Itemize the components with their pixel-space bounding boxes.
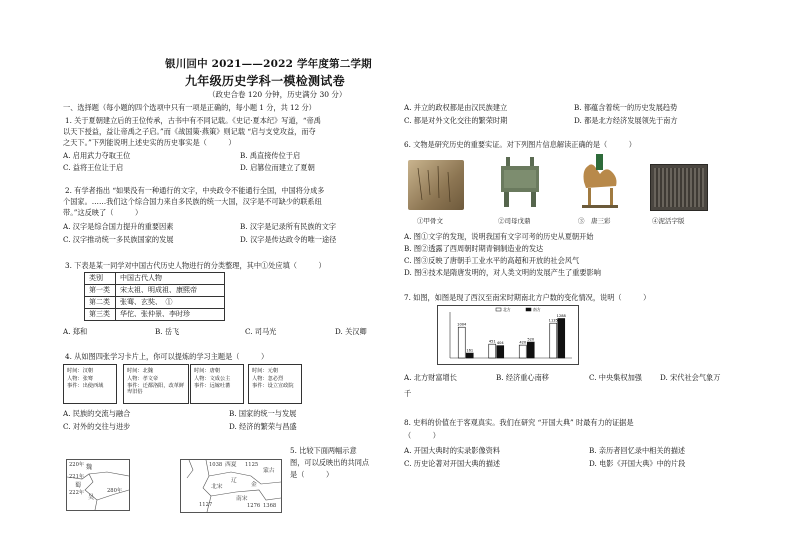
card-line: 事件：迁都洛阳，改革鲜卑旧俗 xyxy=(127,383,185,396)
table-cell: 张骞、玄奘、 ① xyxy=(116,297,225,309)
q4-option-b[interactable]: B. 国家的统一与发展 xyxy=(229,409,297,418)
bar-value-label: 520 xyxy=(527,337,535,342)
map-label: 1368 xyxy=(263,503,277,509)
photo-caption-4: ④泥活字版 xyxy=(652,217,685,225)
table-row xyxy=(85,273,225,285)
photo-caption-2: ②司母戊鼎 xyxy=(498,217,531,225)
map-label: 魏 xyxy=(86,464,93,471)
map-label: 221年 xyxy=(69,474,85,480)
q7-option-c[interactable]: C. 中央集权加强 xyxy=(589,373,642,382)
bar-north xyxy=(489,344,496,358)
q8-option-a[interactable]: A. 开国大典时的实录影像资料 xyxy=(404,446,501,455)
household-chart xyxy=(437,305,579,365)
q6-option-d[interactable]: D. 图④技术是隋唐发明的，对人类文明的发展产生了重要影响 xyxy=(404,268,601,277)
map-label: 蜀 xyxy=(75,482,82,489)
study-card-3 xyxy=(190,364,244,404)
q3-line: 3. 下表是某一同学对中国古代历史人物进行的分类整理，其中①处应填（ ） xyxy=(65,261,326,270)
bar-north xyxy=(519,345,526,358)
legend-label: 南方 xyxy=(533,307,541,312)
q5-line-1: 5. 比较下面两幅示意 xyxy=(290,446,357,455)
q5-option-b[interactable]: B. 都蕴含着统一的历史发展趋势 xyxy=(574,103,678,112)
q5-option-d[interactable]: D. 都是北方经济发展领先于南方 xyxy=(574,116,678,125)
household-bar-chart xyxy=(438,306,578,364)
q1-option-d[interactable]: D. 启篡位而建立了夏朝 xyxy=(240,163,315,172)
bar-south xyxy=(527,342,534,358)
bar-north xyxy=(458,327,465,358)
q6-option-c[interactable]: C. 图③反映了唐朝手工业水平的高超和开放的社会风气 xyxy=(404,256,580,265)
table-cell: 类别 xyxy=(85,273,116,285)
q1-line-1: 1. 关于夏朝建立后的王位传承，古书中有不同记载。《史记·夏本纪》写道，“帝禹 xyxy=(65,116,321,125)
bar-south xyxy=(558,319,565,358)
map-label: 金 xyxy=(251,482,257,488)
oracle-bone-marks xyxy=(408,160,464,210)
card-line: 事件：设立宣政院 xyxy=(252,383,294,390)
card-line: 时间：元朝 xyxy=(252,368,278,374)
map-label: 西夏 xyxy=(225,462,237,468)
table-row xyxy=(85,297,225,309)
q1-option-c[interactable]: C. 益将王位让于启 xyxy=(63,163,124,172)
legend-label: 北方 xyxy=(503,307,511,312)
q1-line-2: 以天下授益，益让帝禹之子启。”而《战国策·燕策》则记载 “启与支党攻益，而夺 xyxy=(63,127,316,136)
exam-school-title: 银川回中 2021——2022 学年度第二学期 xyxy=(165,58,372,70)
q8-line-1: 8. 史料的价值在于客观真实。我们在研究 “开国大典” 时最有力的证据是 xyxy=(404,418,634,427)
q4-option-d[interactable]: D. 经济的繁荣与昌盛 xyxy=(229,422,297,431)
q3-option-a[interactable]: A. 郑和 xyxy=(63,327,88,336)
table-cell: 第一类 xyxy=(85,285,116,297)
q5-line-2: 图，可以反映出的共同点 xyxy=(290,458,370,467)
table-row xyxy=(85,309,225,321)
map-label: 1038 xyxy=(209,462,223,468)
legend-swatch xyxy=(526,308,531,311)
bar-value-label: 420 xyxy=(519,340,527,345)
map-label: 1276 xyxy=(247,503,261,509)
q7-line: 7. 如图，如图是现了西汉至南宋时期南北方户数的变化情况，说明（ ） xyxy=(404,293,651,302)
map-label: 辽 xyxy=(231,478,237,484)
map-label: 蒙古 xyxy=(263,468,275,474)
card-line: 人物：孝文帝 xyxy=(127,375,159,382)
bar-value-label: 451 xyxy=(488,339,496,344)
bar-value-label: 1004 xyxy=(457,322,467,327)
q7-option-a[interactable]: A. 北方财富增长 xyxy=(404,373,457,382)
map-label: 1125 xyxy=(245,462,259,468)
table-row xyxy=(85,285,225,297)
q2-option-c[interactable]: C. 汉字推动统一多民族国家的发展 xyxy=(63,235,174,244)
q3-option-c[interactable]: C. 司马光 xyxy=(245,327,277,336)
clay-movable-type-photo xyxy=(650,164,708,211)
bar-value-label: 161 xyxy=(466,348,474,353)
q2-option-a[interactable]: A. 汉字是综合国力提升的重要因素 xyxy=(63,222,174,231)
card-line: 时间：唐朝 xyxy=(194,368,220,374)
q4-line: 4. 从如图四张学习卡片上，你可以提炼的学习主题是（ ） xyxy=(65,352,269,361)
map-label: 220年 xyxy=(69,462,85,468)
map-label: 北宋 xyxy=(211,484,223,490)
q1-option-a[interactable]: A. 启用武力夺取王位 xyxy=(63,151,131,160)
q5-option-c[interactable]: C. 都是对外文化交往的繁荣时期 xyxy=(404,116,508,125)
q8-option-c[interactable]: C. 历史论著对开国大典的描述 xyxy=(404,459,501,468)
q3-option-b[interactable]: B. 岳飞 xyxy=(155,327,180,336)
card-line: 时间：北魏 xyxy=(127,368,153,374)
map-label: 吴 xyxy=(88,494,95,501)
ding-shape xyxy=(497,156,543,208)
table-cell: 第三类 xyxy=(85,309,116,321)
q4-option-a[interactable]: A. 民族的交流与融合 xyxy=(63,409,131,418)
photo-caption-1: ①甲骨文 xyxy=(417,217,443,225)
q8-option-d[interactable]: D. 电影《开国大典》中的片段 xyxy=(589,459,686,468)
table-cell: 宋太祖、明成祖、康熙帝 xyxy=(116,285,225,297)
q2-option-b[interactable]: B. 汉字是记录所有民族的文字 xyxy=(240,222,337,231)
q3-option-d[interactable]: D. 关汉卿 xyxy=(335,327,367,336)
study-card-1 xyxy=(63,364,117,404)
q2-line-1: 2. 有学者指出 “如果没有一种通行的文字，中央政令不能通行全国，中国将分成多 xyxy=(65,186,325,195)
q7-option-b[interactable]: B. 经济重心南移 xyxy=(496,373,549,382)
q6-option-a[interactable]: A. 图①文字的发现，说明我国有文字可考的历史从夏朝开始 xyxy=(404,232,594,241)
bar-value-label: 1135 xyxy=(548,318,558,323)
q4-option-c[interactable]: C. 对外的交往与进步 xyxy=(63,422,131,431)
map-label: 1127 xyxy=(199,502,213,508)
map-label: 南宋 xyxy=(236,496,248,502)
bar-south xyxy=(497,346,504,358)
table-cell: 中国古代人物 xyxy=(116,273,225,285)
exam-title: 九年级历史学科一模检测试卷 xyxy=(185,74,345,88)
q1-line-3: 之天下。”下列能说明上述史实的历史事实是（ ） xyxy=(63,138,236,147)
map-label: 222年 xyxy=(69,490,85,496)
bronze-ding-photo xyxy=(497,156,543,208)
q5-option-a[interactable]: A. 并立的政权都是由汉民族建立 xyxy=(404,103,508,112)
oracle-bone-photo xyxy=(408,160,464,210)
card-line: 人物：文成公主 xyxy=(194,375,231,382)
table-cell: 第二类 xyxy=(85,297,116,309)
table-cell: 华佗、张仲景、李时珍 xyxy=(116,309,225,321)
card-line: 事件：出使西域 xyxy=(67,383,104,390)
song-liao-jin-map xyxy=(180,459,282,513)
exam-note: （政史合卷 120 分钟，历史满分 30 分） xyxy=(208,90,347,99)
map-label: 280年 xyxy=(107,488,123,494)
three-kingdoms-map xyxy=(66,459,130,511)
study-card-4 xyxy=(248,364,302,404)
legend-swatch xyxy=(496,308,501,311)
study-card-2 xyxy=(123,364,189,404)
q6-line: 6. 文物是研究历史的重要实证。对下列图片信息解读正确的是（ ） xyxy=(404,140,636,149)
q1-option-b[interactable]: B. 禹直接传位于启 xyxy=(240,151,301,160)
section-heading: 一、选择题（每小题的四个选项中只有一项是正确的，每小题 1 分，共 12 分） xyxy=(63,103,316,112)
card-line: 人物：张骞 xyxy=(67,375,93,382)
q2-option-d[interactable]: D. 汉字是传达政令的唯一途径 xyxy=(240,235,337,244)
camel-shape xyxy=(574,152,624,210)
bar-value-label: 1288 xyxy=(556,314,566,319)
q6-option-b[interactable]: B. 图②透露了西周朝时期青铜制造业的发达 xyxy=(404,244,544,253)
bar-south xyxy=(466,353,473,358)
tang-sancai-camel-photo xyxy=(574,152,624,210)
q8-line-2: （ ） xyxy=(404,431,440,440)
photo-caption-3: ③ 唐三彩 xyxy=(578,217,611,225)
card-line: 事件：远嫁吐蕃 xyxy=(194,383,231,390)
card-line: 人物：忽必烈 xyxy=(252,375,284,382)
q7-option-d[interactable]: D. 宋代社会气象万 xyxy=(660,373,721,382)
q7-option-d-wrap: 千 xyxy=(404,389,412,398)
bar-north xyxy=(550,323,557,358)
bar-value-label: 404 xyxy=(496,341,504,346)
card-line: 时间：汉朝 xyxy=(67,368,93,374)
type-grid xyxy=(654,168,704,207)
q8-option-b[interactable]: B. 亲历者回忆录中相关的描述 xyxy=(589,446,686,455)
q3-classification-table xyxy=(84,272,225,321)
q2-line-3: 带。”这反映了（ ） xyxy=(63,208,143,217)
q5-line-3: 是（ ） xyxy=(290,470,334,479)
q2-line-2: 个国家。……我们这个综合国力来自多民族的统一大国，汉字是不可缺少的联系纽 xyxy=(63,197,322,206)
